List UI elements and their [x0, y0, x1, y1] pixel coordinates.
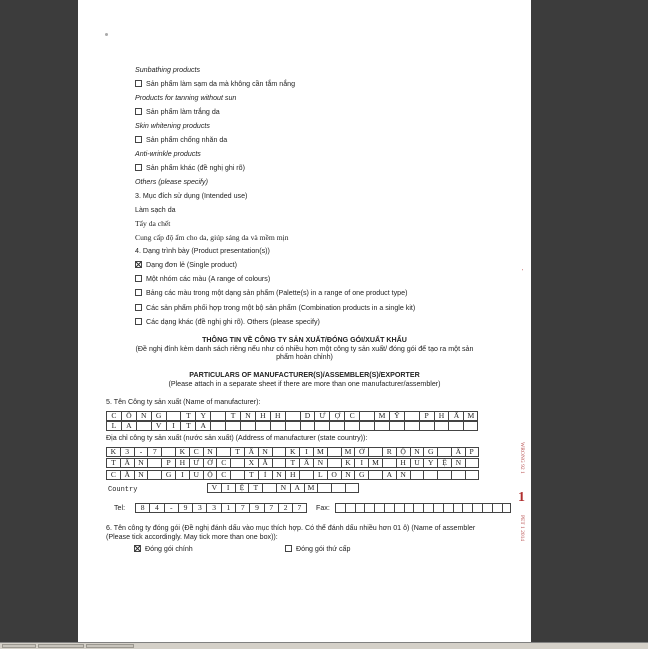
- antiwrinkle-en: Anti-wrinkle products: [135, 150, 201, 158]
- antiwrinkle-option[interactable]: Sản phẩm chống nhăn da: [135, 136, 227, 145]
- grid-cell[interactable]: N: [276, 483, 290, 493]
- grid-cell[interactable]: 3: [192, 503, 206, 513]
- grid-cell[interactable]: Ớ: [203, 458, 217, 468]
- viewer-right-panel: [531, 0, 648, 648]
- whitening-option[interactable]: Sản phẩm làm trắng da: [135, 108, 220, 117]
- grid-cell[interactable]: Ợ: [329, 411, 344, 421]
- fax-cell[interactable]: [472, 503, 482, 513]
- grid-cell[interactable]: A: [290, 483, 304, 493]
- address-grid-row[interactable]: [106, 470, 479, 480]
- others-en: Others (please specify): [135, 178, 208, 186]
- packer-label: 6. Tên công ty đóng gói (Đề nghị đánh dấu vào mục thích hợp. Có thể đánh dấu nhiều hơn 01 ô) (Name of assembler: [106, 524, 476, 532]
- grid-cell[interactable]: C: [106, 470, 120, 480]
- grid-cell[interactable]: T: [225, 411, 240, 421]
- grid-cell[interactable]: Â: [299, 458, 313, 468]
- packer-secondary-option[interactable]: Đóng gói thứ cấp: [285, 545, 350, 554]
- checkbox-icon[interactable]: [135, 304, 142, 311]
- status-segment: [86, 644, 134, 648]
- presentation-heading: 4. Dạng trình bày (Product presentation(s)): [135, 247, 270, 255]
- grid-cell[interactable]: Â: [120, 458, 134, 468]
- grid-cell[interactable]: C: [189, 447, 203, 457]
- grid-cell[interactable]: Y: [423, 458, 437, 468]
- grid-cell[interactable]: C: [106, 411, 121, 421]
- grid-cell[interactable]: C: [344, 411, 359, 421]
- fax-cell[interactable]: [433, 503, 443, 513]
- presentation-option-kit[interactable]: Các sản phẩm phối hợp trong một bộ sản phẩm (Combination products in a single kit): [135, 304, 415, 313]
- checkbox-checked-icon[interactable]: [135, 261, 142, 268]
- grid-cell[interactable]: [225, 421, 240, 431]
- grid-cell[interactable]: H: [175, 458, 189, 468]
- grid-cell[interactable]: Ầ: [120, 470, 134, 480]
- grid-cell[interactable]: Â: [244, 447, 258, 457]
- grid-cell[interactable]: P: [465, 447, 479, 457]
- grid-cell[interactable]: [404, 421, 419, 431]
- presentation-option-single[interactable]: Dạng đơn lẻ (Single product): [135, 261, 237, 270]
- grid-cell[interactable]: U: [189, 470, 203, 480]
- document-page: [78, 0, 531, 642]
- grid-cell[interactable]: T: [230, 447, 244, 457]
- grid-cell[interactable]: [448, 421, 463, 431]
- grid-cell[interactable]: T: [180, 411, 195, 421]
- grid-cell[interactable]: [327, 447, 341, 457]
- grid-cell[interactable]: [437, 470, 451, 480]
- intended-use-line: Cung cấp độ ẩm cho da, giúp sáng da và mềm mịn: [135, 233, 289, 242]
- grid-cell[interactable]: [423, 470, 437, 480]
- presentation-option-colours[interactable]: Một nhóm các màu (A range of colours): [135, 275, 270, 284]
- grid-cell[interactable]: 7: [235, 503, 249, 513]
- tel-label: Tel:: [114, 504, 126, 512]
- grid-cell[interactable]: Ỹ: [389, 411, 404, 421]
- whitening-en: Skin whitening products: [135, 122, 210, 130]
- grid-cell[interactable]: N: [240, 411, 255, 421]
- grid-cell[interactable]: T: [106, 458, 120, 468]
- status-segment: [2, 644, 36, 648]
- grid-cell[interactable]: L: [313, 470, 327, 480]
- grid-cell[interactable]: Ư: [189, 458, 203, 468]
- fax-label: Fax:: [316, 504, 330, 512]
- grid-cell[interactable]: U: [410, 458, 424, 468]
- checkbox-icon[interactable]: [135, 275, 142, 282]
- grid-cell[interactable]: 3: [206, 503, 220, 513]
- checkbox-checked-icon[interactable]: [134, 545, 141, 552]
- grid-cell[interactable]: [331, 483, 345, 493]
- grid-cell[interactable]: [210, 411, 225, 421]
- grid-cell[interactable]: [272, 447, 286, 457]
- packer-label-cont: (Please tick accordingly. May tick more than one box)):: [106, 533, 278, 541]
- grid-cell[interactable]: N: [410, 447, 424, 457]
- grid-cell[interactable]: [410, 470, 424, 480]
- grid-cell[interactable]: [451, 470, 465, 480]
- grid-cell[interactable]: A: [382, 470, 396, 480]
- fax-cell[interactable]: [482, 503, 492, 513]
- grid-cell[interactable]: N: [451, 458, 465, 468]
- grid-cell[interactable]: [272, 458, 286, 468]
- fax-cell[interactable]: [502, 503, 512, 513]
- status-segment: [38, 644, 84, 648]
- grid-cell[interactable]: K: [106, 447, 120, 457]
- grid-cell[interactable]: -: [164, 503, 178, 513]
- grid-cell[interactable]: [359, 421, 374, 431]
- grid-cell[interactable]: Ã: [258, 458, 272, 468]
- fax-cell[interactable]: [345, 503, 355, 513]
- fax-cell[interactable]: [335, 503, 345, 513]
- grid-cell[interactable]: [230, 470, 244, 480]
- grid-cell[interactable]: 1: [221, 503, 235, 513]
- grid-cell[interactable]: N: [134, 458, 148, 468]
- grid-cell[interactable]: T: [248, 483, 262, 493]
- grid-cell[interactable]: K: [341, 458, 355, 468]
- grid-cell[interactable]: Ệ: [437, 458, 451, 468]
- grid-cell[interactable]: G: [423, 447, 437, 457]
- grid-cell[interactable]: N: [341, 470, 355, 480]
- grid-cell[interactable]: 8: [135, 503, 149, 513]
- grid-cell[interactable]: [285, 421, 300, 431]
- grid-cell[interactable]: P: [419, 411, 434, 421]
- grid-cell[interactable]: H: [285, 470, 299, 480]
- grid-cell[interactable]: [161, 447, 175, 457]
- section-note-vi-cont: phẩm hoàn chỉnh): [276, 353, 333, 361]
- grid-cell[interactable]: V: [151, 421, 166, 431]
- grid-cell[interactable]: M: [304, 483, 318, 493]
- viewer-left-panel: [0, 0, 78, 648]
- grid-cell[interactable]: [359, 411, 374, 421]
- country-grid-row[interactable]: [207, 483, 359, 493]
- sunbathing-en: Sunbathing products: [135, 66, 201, 74]
- address-grid-row[interactable]: [106, 447, 479, 457]
- grid-cell[interactable]: H: [270, 411, 285, 421]
- tanning-no-sun-en: Products for tanning without sun: [135, 94, 237, 102]
- grid-cell[interactable]: M: [463, 411, 478, 421]
- grid-cell[interactable]: [255, 421, 270, 431]
- grid-cell[interactable]: C: [216, 458, 230, 468]
- grid-cell[interactable]: Ẩ: [448, 411, 463, 421]
- grid-cell[interactable]: [147, 470, 161, 480]
- grid-cell[interactable]: [262, 483, 276, 493]
- grid-cell[interactable]: 7: [147, 447, 161, 457]
- grid-cell[interactable]: Ô: [121, 411, 136, 421]
- grid-cell[interactable]: 7: [264, 503, 278, 513]
- checkbox-icon[interactable]: [135, 164, 142, 171]
- grid-cell[interactable]: [327, 458, 341, 468]
- address-grid-row[interactable]: [106, 458, 479, 468]
- grid-cell[interactable]: N: [203, 447, 217, 457]
- grid-cell[interactable]: [434, 421, 449, 431]
- grid-cell[interactable]: [230, 458, 244, 468]
- grid-cell[interactable]: [465, 458, 479, 468]
- fax-cell[interactable]: [364, 503, 374, 513]
- fax-cell[interactable]: [443, 503, 453, 513]
- grid-cell[interactable]: [166, 411, 181, 421]
- grid-cell[interactable]: H: [396, 458, 410, 468]
- grid-cell[interactable]: 7: [292, 503, 306, 513]
- checkbox-icon[interactable]: [285, 545, 292, 552]
- grid-cell[interactable]: N: [313, 458, 327, 468]
- grid-cell[interactable]: N: [272, 470, 286, 480]
- country-label: Country: [108, 486, 138, 494]
- grid-cell[interactable]: Ấ: [451, 447, 465, 457]
- grid-cell[interactable]: [419, 421, 434, 431]
- grid-cell[interactable]: A: [121, 421, 136, 431]
- grid-cell[interactable]: [389, 421, 404, 431]
- checkbox-icon[interactable]: [135, 289, 142, 296]
- grid-cell[interactable]: [240, 421, 255, 431]
- grid-cell[interactable]: M: [313, 447, 327, 457]
- grid-cell[interactable]: [368, 447, 382, 457]
- fax-cell[interactable]: [374, 503, 384, 513]
- grid-cell[interactable]: Ệ: [235, 483, 249, 493]
- grid-cell[interactable]: 9: [249, 503, 263, 513]
- grid-cell[interactable]: H: [255, 411, 270, 421]
- grid-cell[interactable]: Ư: [314, 411, 329, 421]
- grid-cell[interactable]: [345, 483, 359, 493]
- grid-cell[interactable]: A: [195, 421, 210, 431]
- grid-cell[interactable]: [314, 421, 329, 431]
- grid-cell[interactable]: T: [180, 421, 195, 431]
- grid-cell[interactable]: R: [382, 447, 396, 457]
- fax-field[interactable]: [335, 503, 511, 513]
- grid-cell[interactable]: I: [299, 447, 313, 457]
- grid-cell[interactable]: 3: [120, 447, 134, 457]
- grid-cell[interactable]: M: [368, 458, 382, 468]
- grid-cell[interactable]: 4: [149, 503, 163, 513]
- tanning-no-sun-option[interactable]: Sản phẩm làm sạm da mà không cần tắm nắng: [135, 80, 295, 89]
- section-title-en: PARTICULARS OF MANUFACTURER(S)/ASSEMBLER(S)/EXPORTER: [189, 371, 420, 379]
- grid-cell[interactable]: T: [285, 458, 299, 468]
- grid-cell[interactable]: P: [161, 458, 175, 468]
- grid-cell[interactable]: [136, 421, 151, 431]
- grid-cell[interactable]: [437, 447, 451, 457]
- intended-use-line: Làm sạch da: [135, 206, 176, 214]
- grid-cell[interactable]: [210, 421, 225, 431]
- grid-cell[interactable]: [463, 421, 478, 431]
- manufacturer-address-label: Địa chỉ công ty sản xuất (nước sản xuất) (Address of manufacturer (state country)):: [106, 434, 368, 442]
- checkbox-icon[interactable]: [135, 136, 142, 143]
- checkbox-icon[interactable]: [135, 80, 142, 87]
- grid-cell[interactable]: [216, 447, 230, 457]
- grid-cell[interactable]: [300, 421, 315, 431]
- grid-cell[interactable]: N: [134, 470, 148, 480]
- grid-cell[interactable]: N: [258, 447, 272, 457]
- grid-cell[interactable]: [368, 470, 382, 480]
- name-grid-row[interactable]: [106, 421, 478, 431]
- grid-cell[interactable]: O: [327, 470, 341, 480]
- presentation-option-others[interactable]: Các dạng khác (đề nghị ghi rõ). Others (please specify): [135, 318, 320, 327]
- grid-cell[interactable]: Y: [195, 411, 210, 421]
- margin-vertical-stamp: WRONG 92 1: [519, 442, 525, 474]
- grid-cell[interactable]: G: [151, 411, 166, 421]
- fax-cell[interactable]: [413, 503, 423, 513]
- grid-cell[interactable]: I: [166, 421, 181, 431]
- grid-cell[interactable]: L: [106, 421, 121, 431]
- grid-cell[interactable]: Ỉ: [258, 470, 272, 480]
- grid-cell[interactable]: 2: [278, 503, 292, 513]
- grid-cell[interactable]: [317, 483, 331, 493]
- grid-cell[interactable]: -: [134, 447, 148, 457]
- checkbox-icon[interactable]: [135, 108, 142, 115]
- grid-cell[interactable]: [270, 421, 285, 431]
- grid-cell[interactable]: H: [434, 411, 449, 421]
- grid-cell[interactable]: [299, 470, 313, 480]
- grid-cell[interactable]: M: [341, 447, 355, 457]
- scan-speck: [105, 33, 108, 36]
- grid-cell[interactable]: [147, 458, 161, 468]
- fax-cell[interactable]: [355, 503, 365, 513]
- checkbox-icon[interactable]: [135, 318, 142, 325]
- grid-cell[interactable]: C: [216, 470, 230, 480]
- grid-cell[interactable]: I: [354, 458, 368, 468]
- grid-cell[interactable]: [285, 411, 300, 421]
- grid-cell[interactable]: K: [285, 447, 299, 457]
- grid-cell[interactable]: Ở: [354, 447, 368, 457]
- fax-cell[interactable]: [394, 503, 404, 513]
- intended-use-heading: 3. Mục đích sử dụng (Intended use): [135, 192, 248, 200]
- grid-cell[interactable]: T: [244, 470, 258, 480]
- grid-cell[interactable]: [329, 421, 344, 431]
- grid-cell[interactable]: M: [374, 411, 389, 421]
- others-option[interactable]: Sản phẩm khác (đề nghị ghi rõ): [135, 164, 245, 173]
- margin-lower-stamp: PET 1 2014: [519, 515, 525, 542]
- grid-cell[interactable]: D: [300, 411, 315, 421]
- grid-cell[interactable]: N: [136, 411, 151, 421]
- grid-cell[interactable]: I: [175, 470, 189, 480]
- name-grid-row[interactable]: [106, 411, 478, 421]
- grid-cell[interactable]: G: [354, 470, 368, 480]
- presentation-option-palette[interactable]: Bảng các màu trong một dạng sản phẩm (Palette(s) in a range of one product type): [135, 289, 407, 298]
- grid-cell[interactable]: [374, 421, 389, 431]
- fax-cell[interactable]: [423, 503, 433, 513]
- tel-field[interactable]: [135, 503, 307, 513]
- margin-big-mark: 1: [518, 490, 525, 505]
- grid-cell[interactable]: G: [161, 470, 175, 480]
- fax-cell[interactable]: [453, 503, 463, 513]
- grid-cell[interactable]: N: [396, 470, 410, 480]
- section-title-vi: THÔNG TIN VỀ CÔNG TY SẢN XUẤT/ĐÓNG GÓI/XUẤT KHẨU: [202, 336, 407, 344]
- section-note-vi: (Đề nghị đính kèm danh sách riêng nếu như có nhiều hơn một công ty sản xuất/ đóng gói để tạo ra một sản: [135, 345, 474, 353]
- manufacturer-name-label: 5. Tên Công ty sản xuất (Name of manufacturer):: [106, 398, 261, 406]
- intended-use-line: Tẩy da chết: [135, 219, 171, 228]
- grid-cell[interactable]: [344, 421, 359, 431]
- grid-cell[interactable]: X: [244, 458, 258, 468]
- grid-cell[interactable]: Ộ: [396, 447, 410, 457]
- fax-cell[interactable]: [462, 503, 472, 513]
- section-note-en: (Please attach in a separate sheet if there are more than one manufacturer/assembler): [168, 380, 441, 388]
- grid-cell[interactable]: [465, 470, 479, 480]
- grid-cell[interactable]: Ộ: [203, 470, 217, 480]
- fax-cell[interactable]: [384, 503, 394, 513]
- grid-cell[interactable]: [404, 411, 419, 421]
- grid-cell[interactable]: I: [221, 483, 235, 493]
- packer-primary-option[interactable]: Đóng gói chính: [134, 545, 193, 554]
- grid-cell[interactable]: [382, 458, 396, 468]
- fax-cell[interactable]: [492, 503, 502, 513]
- margin-stamp-mark: ': [522, 269, 524, 275]
- grid-cell[interactable]: V: [207, 483, 221, 493]
- grid-cell[interactable]: 9: [178, 503, 192, 513]
- grid-cell[interactable]: K: [175, 447, 189, 457]
- fax-cell[interactable]: [404, 503, 414, 513]
